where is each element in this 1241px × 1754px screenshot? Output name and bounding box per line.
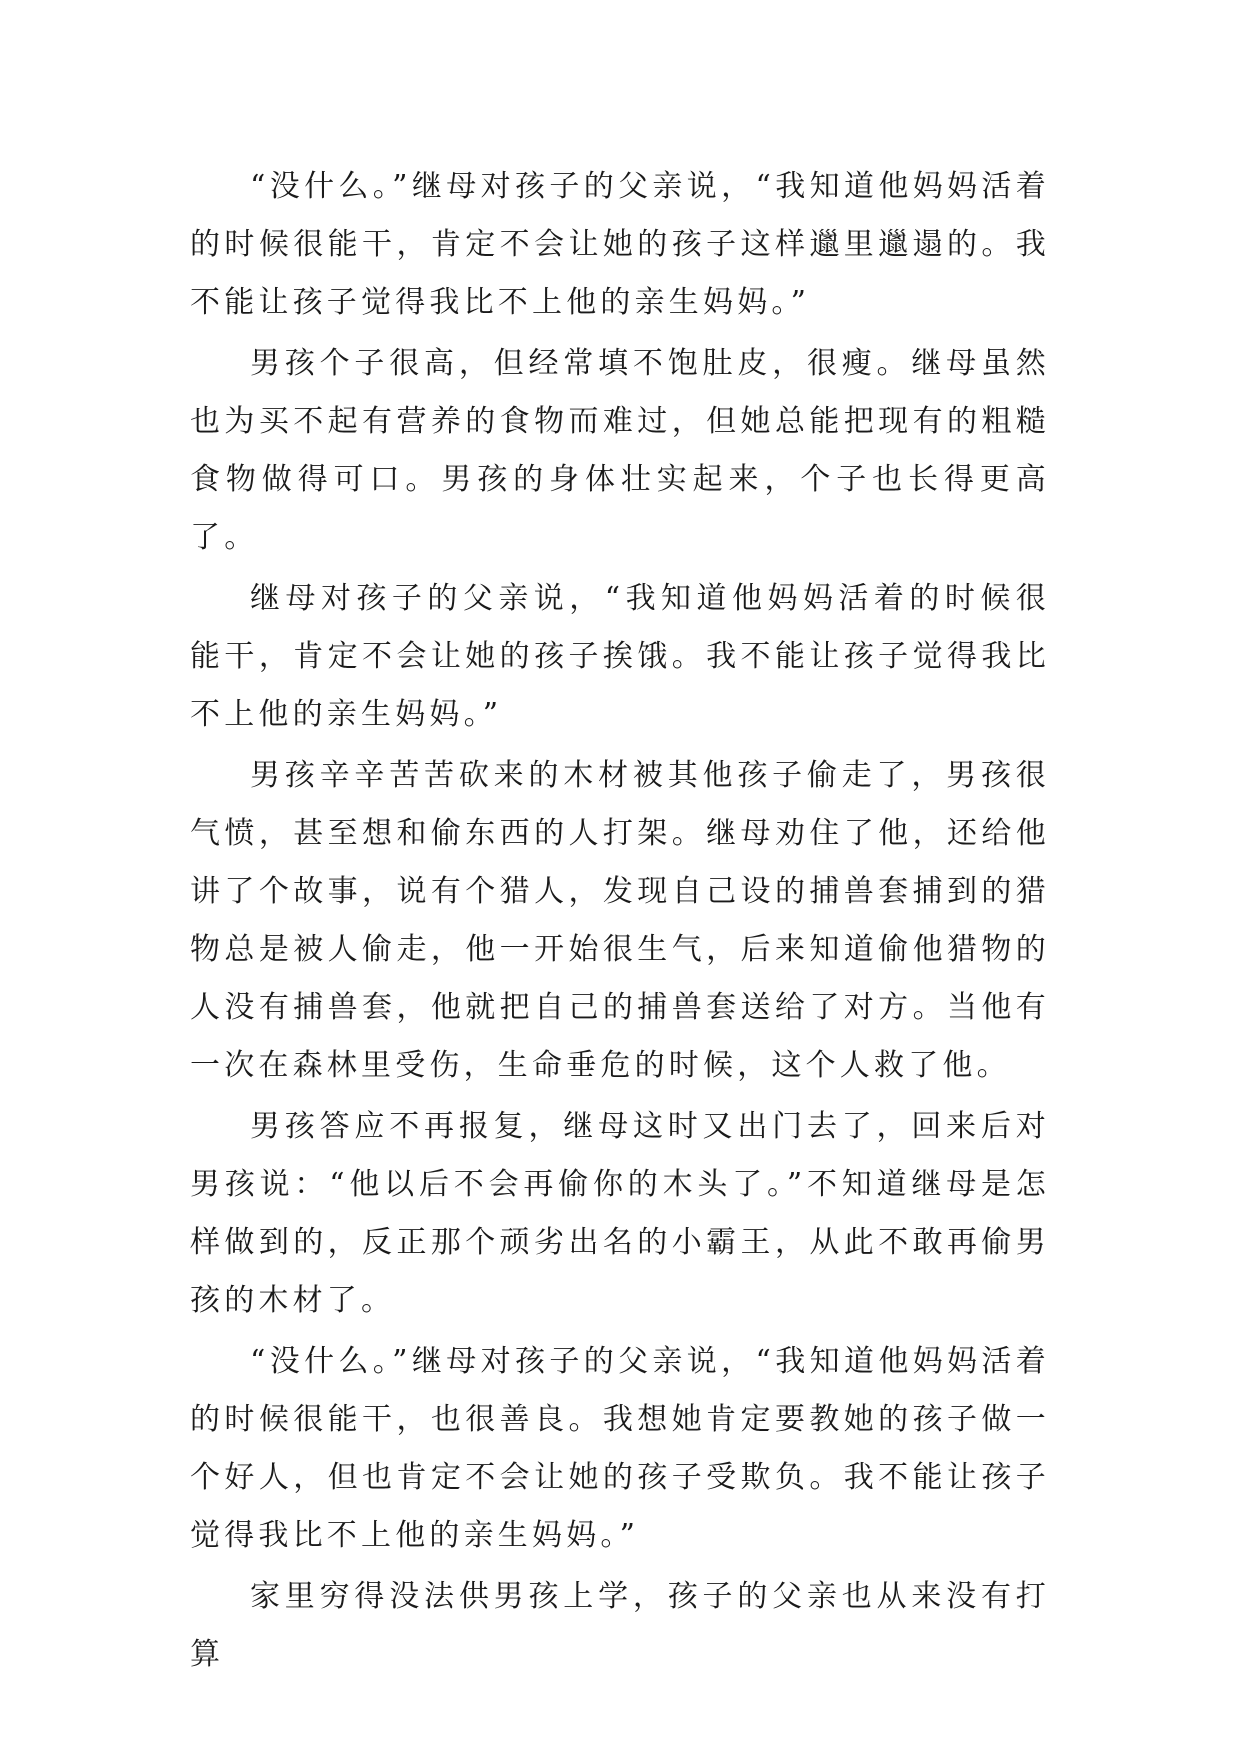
paragraph-6: “没什么。”继母对孩子的父亲说，“我知道他妈妈活着的时候很能干，也很善良。我想她肯定要教她的孩子做一个好人，但也肯定不会让她的孩子受欺负。我不能让孩子觉得我比不上他的亲生妈妈。”: [190, 1344, 1050, 1553]
paragraph-7: 家里穷得没法供男孩上学，孩子的父亲也从来没有打算: [190, 1579, 1050, 1672]
paragraph-5: 男孩答应不再报复，继母这时又出门去了，回来后对男孩说：“他以后不会再偷你的木头了。”不知道继母是怎样做到的，反正那个顽劣出名的小霸王，从此不敢再偷男孩的木材了。: [190, 1109, 1050, 1318]
paragraph-3: 继母对孩子的父亲说，“我知道他妈妈活着的时候很能干，肯定不会让她的孩子挨饿。我不能让孩子觉得我比不上他的亲生妈妈。”: [190, 581, 1050, 732]
paragraph-1: “没什么。”继母对孩子的父亲说，“我知道他妈妈活着的时候很能干，肯定不会让她的孩子这样邋里邋遢的。我不能让孩子觉得我比不上他的亲生妈妈。”: [190, 169, 1050, 320]
document-body: [190, 158, 1050, 1684]
paragraph-2: 男孩个子很高，但经常填不饱肚皮，很瘦。继母虽然也为买不起有营养的食物而难过，但她总能把现有的粗糙食物做得可口。男孩的身体壮实起来，个子也长得更高了。: [190, 346, 1050, 555]
paragraph-4: 男孩辛辛苦苦砍来的木材被其他孩子偷走了，男孩很气愤，甚至想和偷东西的人打架。继母劝住了他，还给他讲了个故事，说有个猎人，发现自己设的捕兽套捕到的猎物总是被人偷走，他一开始很生气，后来知道偷他猎物的人没有捕兽套，他就把自己的捕兽套送给了对方。当他有一次在森林里受伤，生命垂危的时候，这个人救了他。: [190, 758, 1050, 1083]
